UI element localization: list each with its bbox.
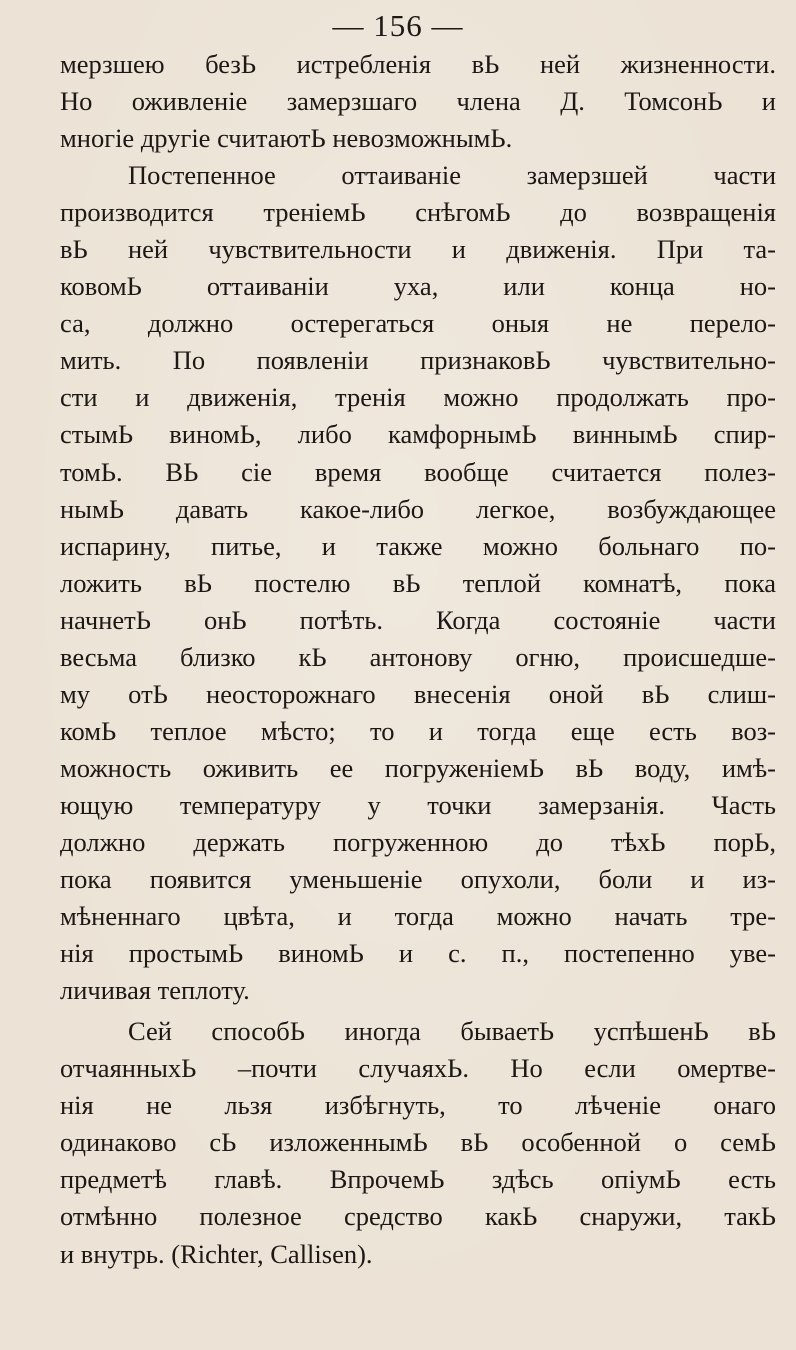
text-line: нымЬ давать какое-либо легкое, возбуждающее — [60, 493, 776, 524]
text-line: многіе другіе считаютЬ невозможнымЬ. — [60, 123, 513, 154]
text-line: отмѣнно полезное средство какЬ снаружи, такЬ — [60, 1201, 776, 1232]
text-line: пока появится уменьшеніе опухоли, боли и из- — [60, 864, 776, 895]
text-line: комЬ теплое мѣсто; то и тогда еще есть воз- — [60, 715, 776, 746]
text-line: стымЬ виномЬ, либо камфорнымЬ виннымЬ спир- — [60, 419, 776, 450]
text-line: мѣненнаго цвѣта, и тогда можно начать тре- — [60, 901, 776, 932]
text-line: нія не льзя избѣгнуть, то лѣченіе онаго — [60, 1090, 776, 1121]
text-line: му отЬ неосторожнаго внесенія оной вЬ слиш- — [60, 678, 776, 709]
text-line: начнетЬ онЬ потѣть. Когда состояніе части — [60, 604, 776, 635]
body-text — [60, 46, 776, 1273]
text-line: должно держать погруженною до тѣхЬ порЬ, — [60, 826, 776, 857]
text-line: мерзшею безЬ истребленія вЬ ней жизненности. — [60, 49, 776, 79]
paragraph-start-line: Сей способЬ иногда бываетЬ успѣшенЬ вЬ — [128, 1016, 776, 1047]
text-line: нія простымЬ виномЬ и с. п., постепенно уве- — [60, 938, 776, 969]
text-line: ющую температуру у точки замерзанія. Часть — [60, 789, 776, 820]
text-line: ковомЬ оттаиваніи уха, или конца но- — [60, 271, 776, 302]
text-line: ложить вЬ постелю вЬ теплой комнатѣ, пока — [60, 567, 776, 598]
text-line: са, должно остерегаться оныя не перело- — [60, 308, 776, 339]
text-line: производится треніемЬ снѣгомЬ до возвращенія — [60, 197, 776, 228]
text-line: весьма близко кЬ антонову огню, происшедше- — [60, 641, 776, 672]
page-number: — 156 — — [332, 8, 464, 43]
paragraph-start-line: Постепенное оттаиваніе замерзшей части — [128, 160, 776, 191]
text-line: одинаково сЬ изложеннымЬ вЬ особенной о семЬ — [60, 1127, 776, 1158]
text-line: предметѣ главѣ. ВпрочемЬ здѣсь опіумЬ есть — [60, 1164, 776, 1195]
text-line: испарину, питье, и также можно больнаго по- — [60, 530, 776, 561]
text-line: мить. По появленіи признаковЬ чувствительно- — [60, 345, 776, 376]
text-line: вЬ ней чувствительности и движенія. При та- — [60, 234, 776, 265]
text-line: личивая теплоту. — [60, 975, 250, 1006]
text-line: Но оживленіе замерзшаго члена Д. ТомсонЬ и — [60, 86, 776, 117]
text-line: сти и движенія, тренія можно продолжать про- — [60, 382, 776, 413]
text-line: можность оживить ее погруженіемЬ вЬ воду, имѣ- — [60, 752, 776, 783]
text-line: отчаянныхЬ –почти случаяхЬ. Но если омертве- — [60, 1053, 776, 1084]
text-line: томЬ. ВЬ сіе время вообще считается полез- — [60, 456, 776, 487]
text-line: и внутрь. (Richter, Callisen). — [60, 1238, 373, 1269]
